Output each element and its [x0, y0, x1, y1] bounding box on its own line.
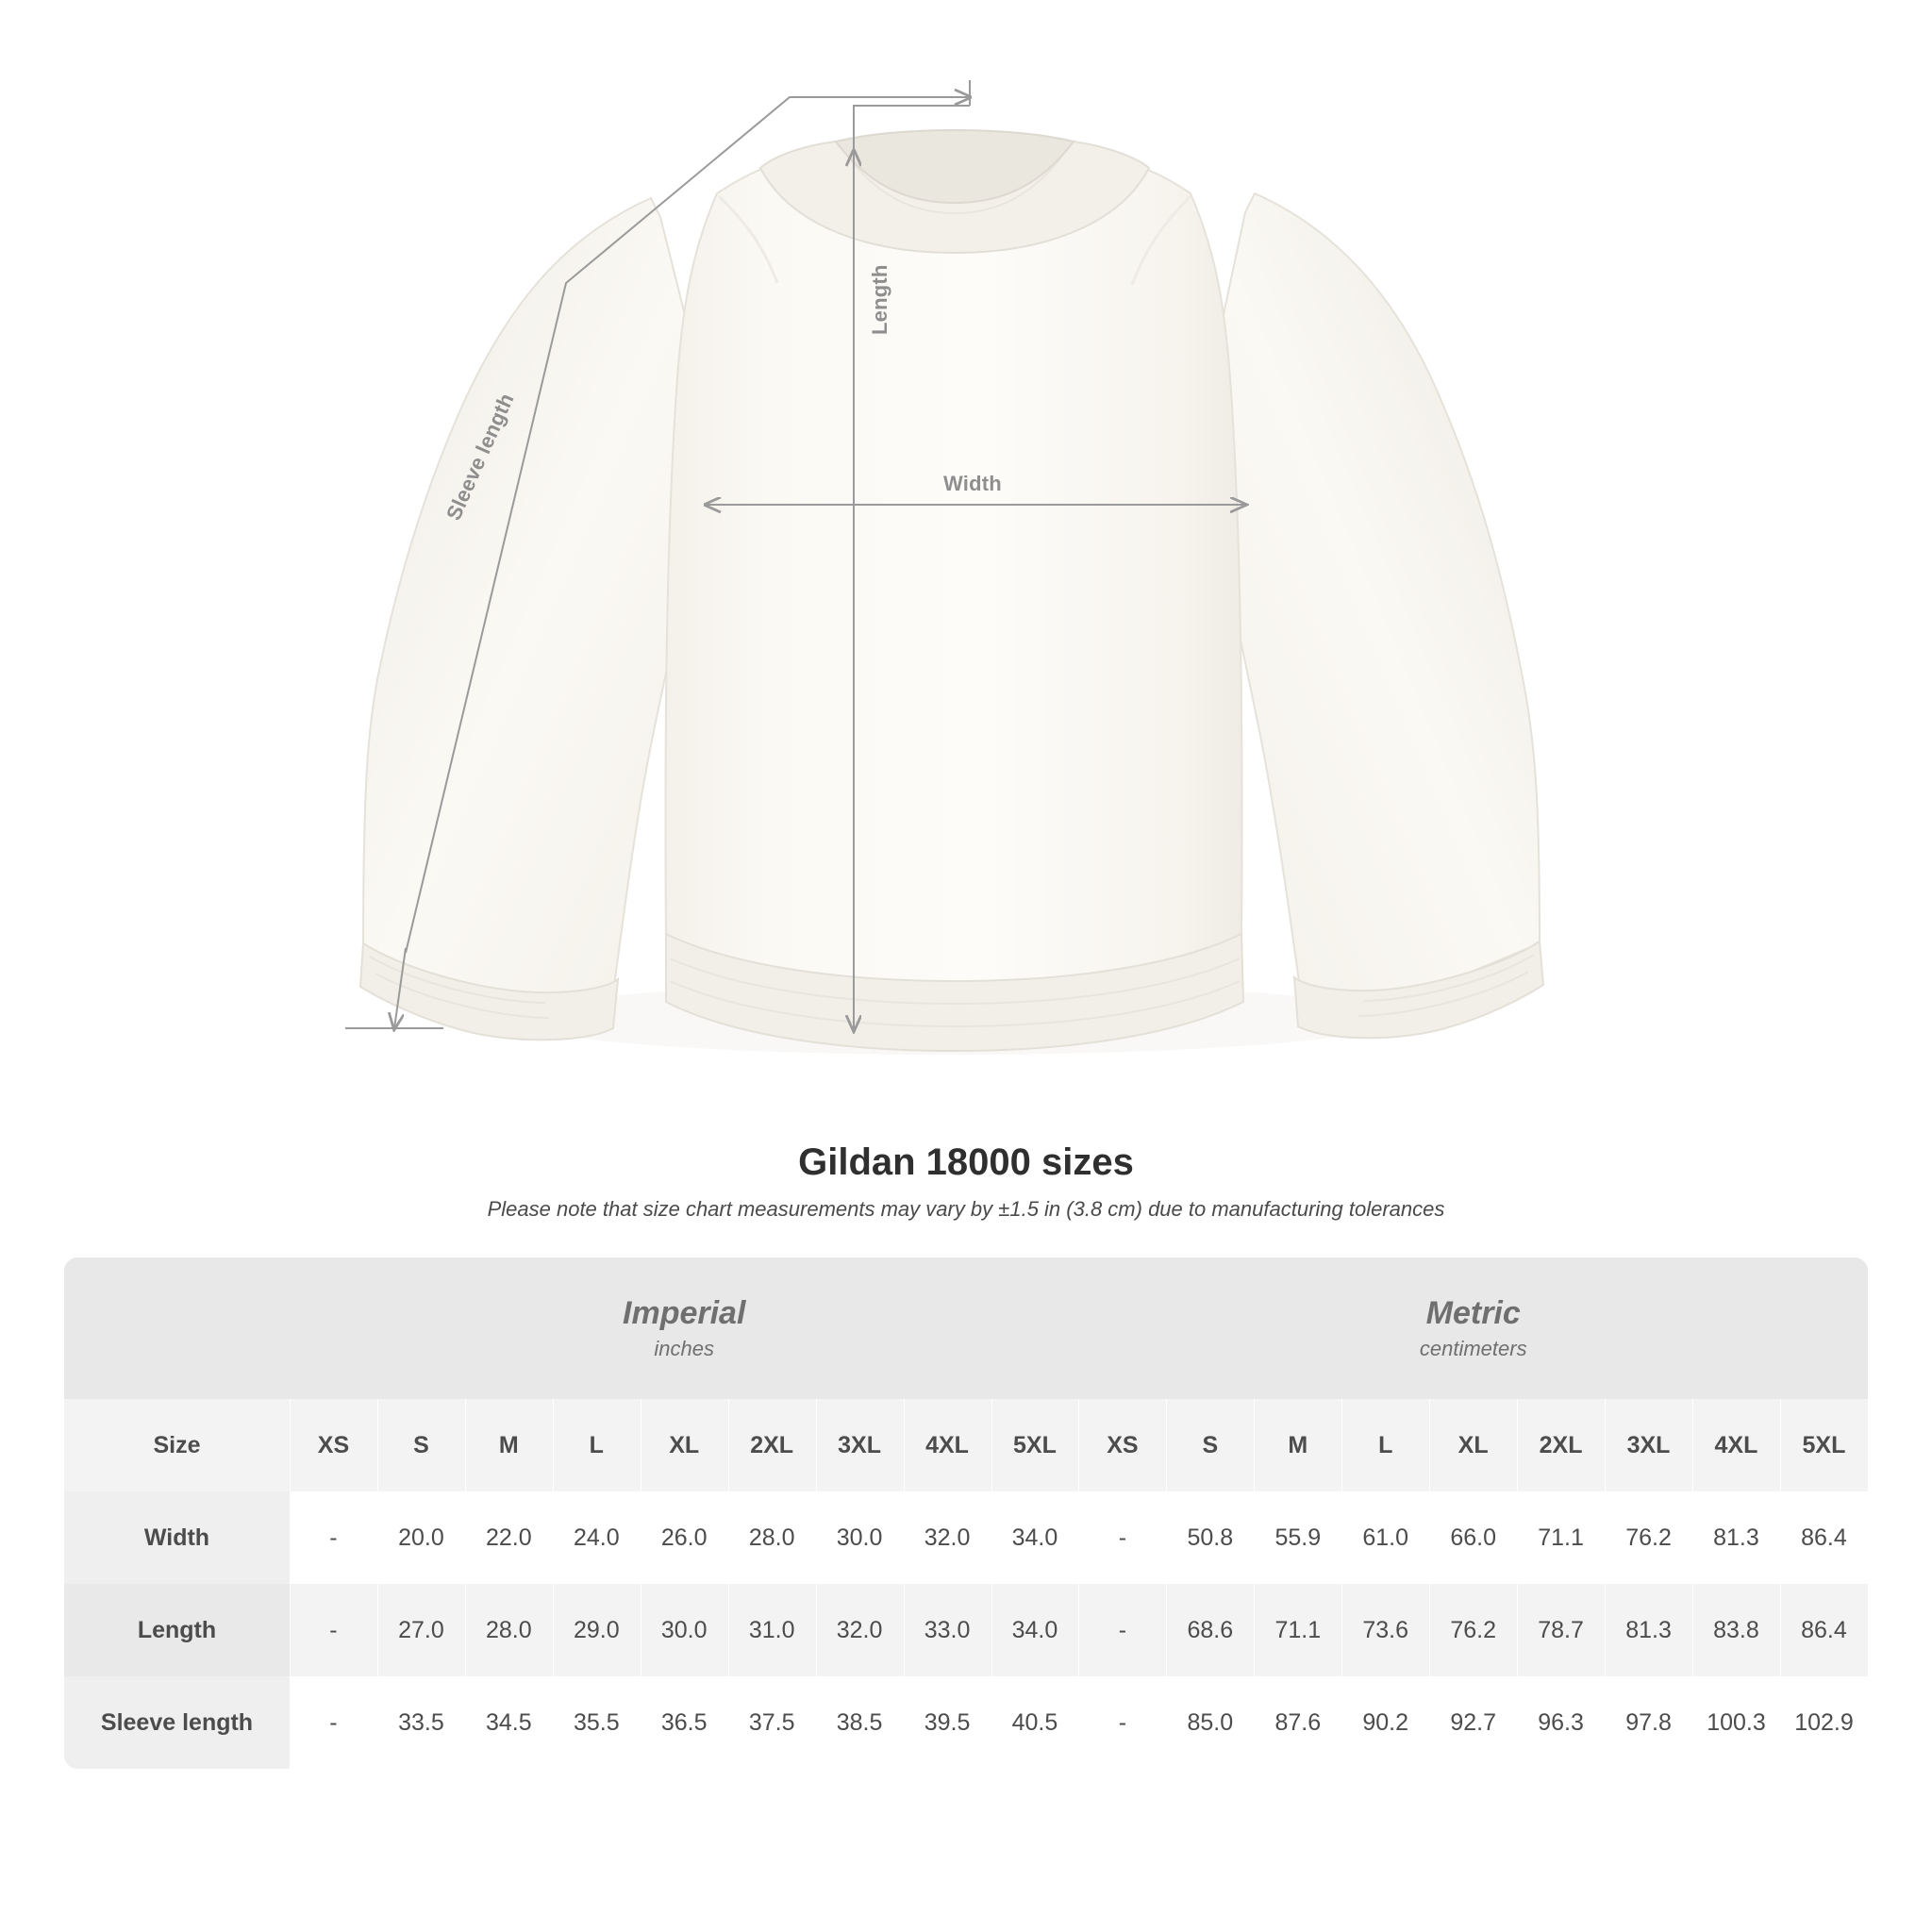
measurement-cell: - — [1078, 1676, 1166, 1769]
size-column-header: M — [465, 1399, 553, 1491]
measurement-cell: 24.0 — [553, 1491, 641, 1584]
unit-header-spacer — [64, 1257, 290, 1399]
measurement-cell: 33.5 — [377, 1676, 465, 1769]
measurement-cell: 71.1 — [1517, 1491, 1605, 1584]
measurement-cell: 37.5 — [728, 1676, 816, 1769]
table-row — [64, 1676, 1868, 1769]
size-column-header: 4XL — [1692, 1399, 1780, 1491]
measurement-cell: 102.9 — [1780, 1676, 1868, 1769]
measurement-cell: 34.0 — [991, 1584, 1079, 1676]
page-title: Gildan 18000 sizes — [798, 1141, 1134, 1183]
measurement-cell: 22.0 — [465, 1491, 553, 1584]
measurement-cell: 90.2 — [1341, 1676, 1429, 1769]
measurement-cell: 32.0 — [816, 1584, 904, 1676]
measurement-cell: 29.0 — [553, 1584, 641, 1676]
width-dimension-label: Width — [943, 472, 1002, 495]
size-column-header: 5XL — [991, 1399, 1079, 1491]
measurement-cell: 34.5 — [465, 1676, 553, 1769]
row-header-length: Length — [64, 1584, 290, 1676]
measurement-cell: 27.0 — [377, 1584, 465, 1676]
measurement-cell: 50.8 — [1166, 1491, 1254, 1584]
measurement-cell: 87.6 — [1254, 1676, 1341, 1769]
measurement-cell: 55.9 — [1254, 1491, 1341, 1584]
size-column-header: 3XL — [1605, 1399, 1692, 1491]
measurement-cell: 30.0 — [641, 1584, 728, 1676]
measurement-cell: 28.0 — [465, 1584, 553, 1676]
measurement-cell: 86.4 — [1780, 1491, 1868, 1584]
measurement-cell: 68.6 — [1166, 1584, 1254, 1676]
page-subtitle: Please note that size chart measurements may vary by ±1.5 in (3.8 cm) due to manufacturing tolerances — [487, 1197, 1445, 1221]
size-column-header: XL — [1429, 1399, 1517, 1491]
unit-sub-label: inches — [654, 1336, 715, 1360]
measurement-cell: 38.5 — [816, 1676, 904, 1769]
measurement-cell: 76.2 — [1429, 1584, 1517, 1676]
sleeve-length-dimension-label: Sleeve length — [441, 390, 519, 525]
size-column-header: M — [1254, 1399, 1341, 1491]
measurement-cell: 96.3 — [1517, 1676, 1605, 1769]
unit-header-metric — [1078, 1257, 1868, 1399]
measurement-cell: 83.8 — [1692, 1584, 1780, 1676]
measurement-cell: 81.3 — [1605, 1584, 1692, 1676]
title-block — [0, 1141, 1932, 1222]
measurement-cell: 39.5 — [904, 1676, 991, 1769]
measurement-cell: 35.5 — [553, 1676, 641, 1769]
measurement-cell: 34.0 — [991, 1491, 1079, 1584]
row-header-width: Width — [64, 1491, 290, 1584]
measurement-cell: 92.7 — [1429, 1676, 1517, 1769]
size-column-header: 5XL — [1780, 1399, 1868, 1491]
measurement-cell: 33.0 — [904, 1584, 991, 1676]
measurement-cell: 28.0 — [728, 1491, 816, 1584]
measurement-cell: 20.0 — [377, 1491, 465, 1584]
measurement-cell: - — [1078, 1584, 1166, 1676]
measurement-cell: 97.8 — [1605, 1676, 1692, 1769]
size-header-row — [64, 1399, 1868, 1491]
size-column-header: L — [1341, 1399, 1429, 1491]
measurement-cell: 31.0 — [728, 1584, 816, 1676]
unit-header-row — [64, 1257, 1868, 1399]
row-header-sleeve-length: Sleeve length — [64, 1676, 290, 1769]
size-chart-table — [64, 1257, 1868, 1769]
size-column-header: 2XL — [1517, 1399, 1605, 1491]
measurement-cell: 86.4 — [1780, 1584, 1868, 1676]
size-column-header: XS — [290, 1399, 377, 1491]
measurement-cell: 71.1 — [1254, 1584, 1341, 1676]
measurement-cell: 100.3 — [1692, 1676, 1780, 1769]
table-row — [64, 1584, 1868, 1676]
size-row-header: Size — [64, 1399, 290, 1491]
size-column-header: S — [377, 1399, 465, 1491]
length-dimension-label: Length — [868, 264, 891, 335]
size-column-header: 2XL — [728, 1399, 816, 1491]
size-column-header: XL — [641, 1399, 728, 1491]
measurement-cell: 76.2 — [1605, 1491, 1692, 1584]
unit-name: Metric — [1425, 1295, 1521, 1332]
measurement-cell: - — [1078, 1491, 1166, 1584]
measurement-cell: 61.0 — [1341, 1491, 1429, 1584]
size-column-header: L — [553, 1399, 641, 1491]
size-chart-table-wrap — [64, 1257, 1868, 1769]
measurement-cell: 26.0 — [641, 1491, 728, 1584]
unit-name: Imperial — [623, 1295, 746, 1332]
measurement-cell: - — [290, 1584, 377, 1676]
measurement-cell: 40.5 — [991, 1676, 1079, 1769]
measurement-cell: 73.6 — [1341, 1584, 1429, 1676]
size-column-header: S — [1166, 1399, 1254, 1491]
size-column-header: XS — [1078, 1399, 1166, 1491]
measurement-cell: 36.5 — [641, 1676, 728, 1769]
unit-header-imperial — [290, 1257, 1078, 1399]
size-column-header: 4XL — [904, 1399, 991, 1491]
measurement-cell: - — [290, 1676, 377, 1769]
unit-sub-label: centimeters — [1419, 1336, 1527, 1360]
measurement-cell: 32.0 — [904, 1491, 991, 1584]
size-column-header: 3XL — [816, 1399, 904, 1491]
measurement-cell: 30.0 — [816, 1491, 904, 1584]
measurement-cell: 81.3 — [1692, 1491, 1780, 1584]
measurement-cell: 66.0 — [1429, 1491, 1517, 1584]
table-row — [64, 1491, 1868, 1584]
measurement-cell: 85.0 — [1166, 1676, 1254, 1769]
measurement-cell: 78.7 — [1517, 1584, 1605, 1676]
measurement-cell: - — [290, 1491, 377, 1584]
